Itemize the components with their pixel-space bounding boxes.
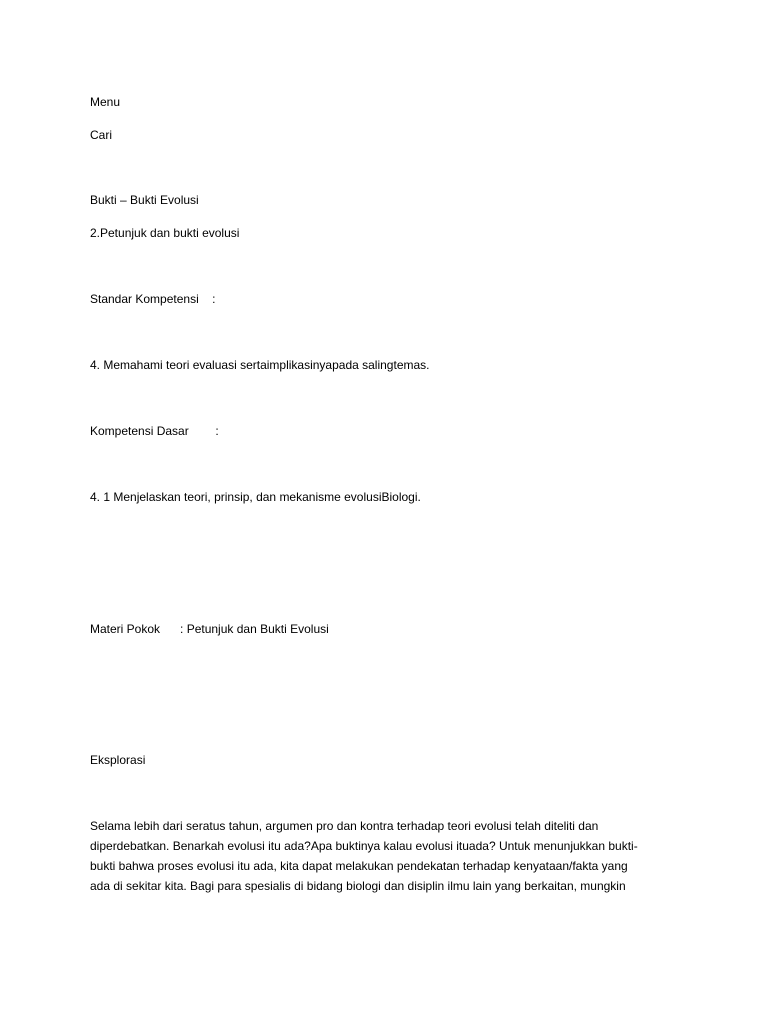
paragraph-line: diperdebatkan. Benarkah evolusi itu ada?Apa buktinya kalau evolusi ituada? Untuk menunjukkan bukti- [90,839,638,853]
document-title: Bukti – Bukti Evolusi [90,193,199,207]
standar-kompetensi-label: Standar Kompetensi : [90,292,216,306]
standar-kompetensi-item: 4. Memahami teori evaluasi sertaimplikasinyapada salingtemas. [90,358,430,372]
search-link[interactable]: Cari [90,128,113,142]
paragraph-line: bukti bahwa proses evolusi itu ada, kita dapat melakukan pendekatan terhadap kenyataan/fakta yang [90,859,628,873]
kompetensi-dasar-label: Kompetensi Dasar : [90,424,219,438]
body-paragraph [90,816,675,896]
eksplorasi-heading: Eksplorasi [90,753,146,767]
kompetensi-dasar-item: 4. 1 Menjelaskan teori, prinsip, dan mekanisme evolusiBiologi. [90,490,421,504]
section-heading: 2.Petunjuk dan bukti evolusi [90,226,240,240]
paragraph-line: ada di sekitar kita. Bagi para spesialis di bidang biologi dan disiplin ilmu lain yang berkaitan, mungkin [90,879,626,893]
paragraph-line: Selama lebih dari seratus tahun, argumen pro dan kontra terhadap teori evolusi telah diteliti dan [90,819,599,833]
materi-pokok: Materi Pokok : Petunjuk dan Bukti Evolusi [90,622,329,636]
menu-link[interactable]: Menu [90,95,121,109]
